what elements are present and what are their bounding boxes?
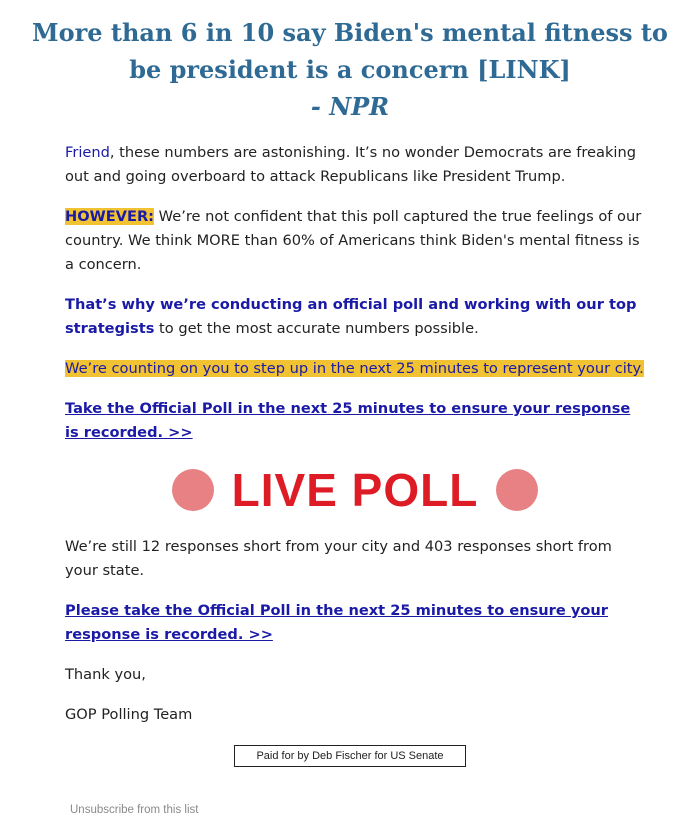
greeting-name: Friend <box>65 144 110 161</box>
headline-source: - NPR <box>310 92 390 121</box>
red-dot-icon <box>496 469 538 511</box>
take-poll-link[interactable]: Take the Official Poll in the next 25 minutes to ensure your response is recorded. >> <box>65 400 631 441</box>
email-body <box>65 141 645 743</box>
paid-for-disclaimer: Paid for by Deb Fischer for US Senate <box>234 745 466 767</box>
official-poll-bold-text: That’s why we’re conducting an official poll and working with our top strategists <box>65 296 637 337</box>
paragraph-official-poll <box>65 293 645 341</box>
paragraph-cta-2 <box>65 599 645 647</box>
headline <box>0 14 700 125</box>
live-poll-label: LIVE POLL <box>231 464 479 516</box>
paragraph-however <box>65 205 645 277</box>
live-poll-banner[interactable] <box>65 461 645 519</box>
highlighted-text: We’re counting on you to step up in the next 25 minutes to represent your city. <box>65 360 644 377</box>
however-label: HOWEVER: <box>65 208 155 225</box>
paragraph-counting-on-you <box>65 357 645 381</box>
paragraph-responses-short: We’re still 12 responses short from your city and 403 responses short from your state. <box>65 538 612 579</box>
signature: GOP Polling Team <box>65 706 193 723</box>
paragraph-intro <box>65 141 645 189</box>
however-text: We’re not confident that this poll captured the true feelings of our country. We think MORE than 60% of Americans think Biden's mental fitness is a concern. <box>65 208 642 273</box>
headline-line-1: More than 6 in 10 say Biden's mental fitness to <box>32 18 668 47</box>
official-poll-text: to get the most accurate numbers possible. <box>154 320 479 337</box>
please-take-poll-link[interactable]: Please take the Official Poll in the next 25 minutes to ensure your response is recorded. >> <box>65 602 608 643</box>
paragraph-cta-1 <box>65 397 645 445</box>
red-dot-icon <box>172 469 214 511</box>
intro-text: , these numbers are astonishing. It’s no wonder Democrats are freaking out and going overboard to attack Republicans like President Trump. <box>65 144 636 185</box>
unsubscribe-link[interactable]: Unsubscribe from this list <box>70 804 199 816</box>
thank-you: Thank you, <box>65 666 146 683</box>
headline-line-2: be president is a concern [LINK] <box>129 55 571 84</box>
